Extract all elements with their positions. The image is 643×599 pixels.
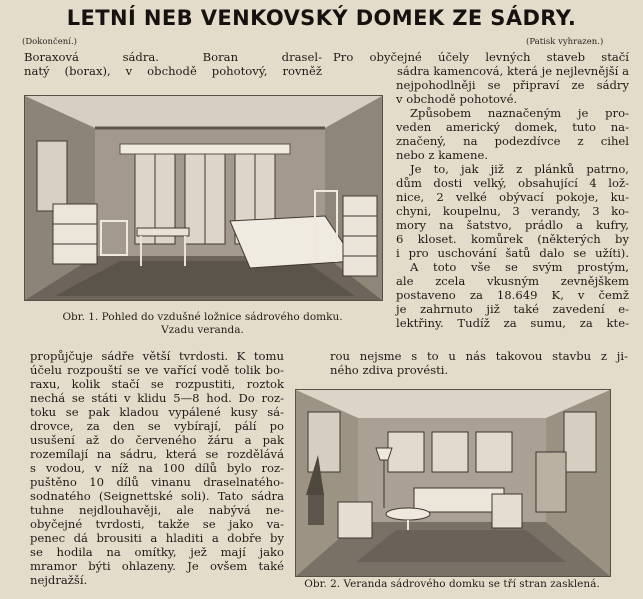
text-line: značený, na podezdívce z cihel bbox=[396, 134, 629, 148]
text-line: veden americký domek, tuto na- bbox=[396, 120, 629, 134]
text-line: A toto vše se svým prostým, bbox=[410, 260, 629, 274]
text-line: chyni, koupelnu, 3 verandy, 3 ko- bbox=[396, 204, 629, 218]
text-line: rou nejsme s to u nás takovou stavbu z ji- bbox=[330, 349, 628, 363]
text-line: ale zcela vkusným zevnějškem bbox=[396, 274, 629, 288]
text-line: se hodila na omítky, jež mají jako bbox=[30, 545, 284, 559]
text-line: v obchodě pohotové. bbox=[396, 92, 518, 106]
text-line: propůjčuje sádře větší tvrdosti. K tomu bbox=[30, 349, 284, 363]
figure-1-caption bbox=[24, 311, 381, 337]
continuation-note: (Dokončení.) bbox=[22, 37, 77, 47]
veranda-photo bbox=[295, 389, 611, 577]
text-line: tuhne nejdlouhavěji, ale nabývá ne- bbox=[30, 503, 284, 517]
text-line: Způsobem naznačeným je pro- bbox=[410, 106, 629, 120]
caption-line: Vzadu veranda. bbox=[161, 324, 244, 336]
text-line: usušení až do červeného žáru a pak bbox=[30, 433, 284, 447]
text-line: lektřiny. Tudíž za sumu, za kte- bbox=[396, 316, 629, 330]
veranda-illustration bbox=[296, 390, 610, 576]
text-line: penec dá brousiti a hladiti a dobře by bbox=[30, 531, 284, 545]
left-column-text bbox=[30, 349, 284, 587]
text-line: toku se pak kladou vypálené kusy sá- bbox=[30, 405, 284, 419]
caption-line: Obr. 1. Pohled do vzdušné ložnice sádrového domku. bbox=[62, 311, 343, 323]
text-line: ného zdiva provésti. bbox=[330, 363, 449, 377]
left-column-intro bbox=[24, 50, 322, 78]
text-line: je zahrnuto již také zavedení e- bbox=[396, 302, 629, 316]
text-line: Je to, jak již z plánků patrno, bbox=[410, 162, 629, 176]
article-title: LETNÍ NEB VENKOVSKÝ DOMEK ZE SÁDRY. bbox=[66, 6, 577, 30]
text-line: mramor býti ohlazeny. Je ovšem také bbox=[30, 559, 284, 573]
text-line: nejdražší. bbox=[30, 573, 88, 587]
text-line: Boraxová sádra. Boran drasel- bbox=[24, 50, 322, 64]
text-line: postaveno za 18.649 K, v čemž bbox=[396, 288, 629, 302]
text-line: nejpohodlněji se připraví ze sádry bbox=[396, 78, 629, 92]
text-line: puštěno 10 dílů vinanu draselnatého- bbox=[30, 475, 284, 489]
text-line: nice, 2 velké obývací pokoje, ku- bbox=[396, 190, 629, 204]
right-column-text bbox=[333, 50, 629, 78]
text-line: rozemílají na sádru, která se rozdělává bbox=[30, 447, 284, 461]
text-line: nechá se státi v klidu 5—8 hod. Do roz- bbox=[30, 391, 284, 405]
figure-2-caption: Obr. 2. Veranda sádrového domku se tří stran zasklená. bbox=[304, 578, 600, 590]
right-column-narrow bbox=[396, 78, 629, 330]
text-line: Pro obyčejné účely levných staveb stačí bbox=[333, 50, 629, 64]
bedroom-illustration bbox=[25, 96, 382, 300]
text-line: raxu, kolik stačí se rozpustiti, roztok bbox=[30, 377, 284, 391]
text-line: i pro uschování šatů dalo se užíti). bbox=[396, 246, 629, 260]
text-line: sodnatého (Seignettské soli). Tato sádra bbox=[30, 489, 284, 503]
text-line: nebo z kamene. bbox=[396, 148, 489, 162]
text-line: mory na šatstvo, prádlo a kufry, bbox=[396, 218, 629, 232]
bedroom-photo bbox=[24, 95, 383, 301]
text-line: účelu rozpouští se ve vařící vodě tolik bo- bbox=[30, 363, 284, 377]
copyright-note: (Patisk vyhrazen.) bbox=[526, 37, 604, 47]
text-line: sádra kamencová, která je nejlevnější a bbox=[396, 64, 629, 78]
text-line: natý (borax), v obchodě pohotový, rovněž bbox=[24, 64, 322, 78]
text-line: dům dosti velký, obsahující 4 lož- bbox=[396, 176, 629, 190]
right-column-continuation bbox=[330, 349, 628, 377]
text-line: obyčejné tvrdosti, takže se jako va- bbox=[30, 517, 284, 531]
text-line: 6 kloset. komůrek (některých by bbox=[396, 232, 629, 246]
text-line: drovce, za den se vybírají, pálí po bbox=[30, 419, 284, 433]
text-line: s vodou, v níž na 100 dílů bylo roz- bbox=[30, 461, 284, 475]
